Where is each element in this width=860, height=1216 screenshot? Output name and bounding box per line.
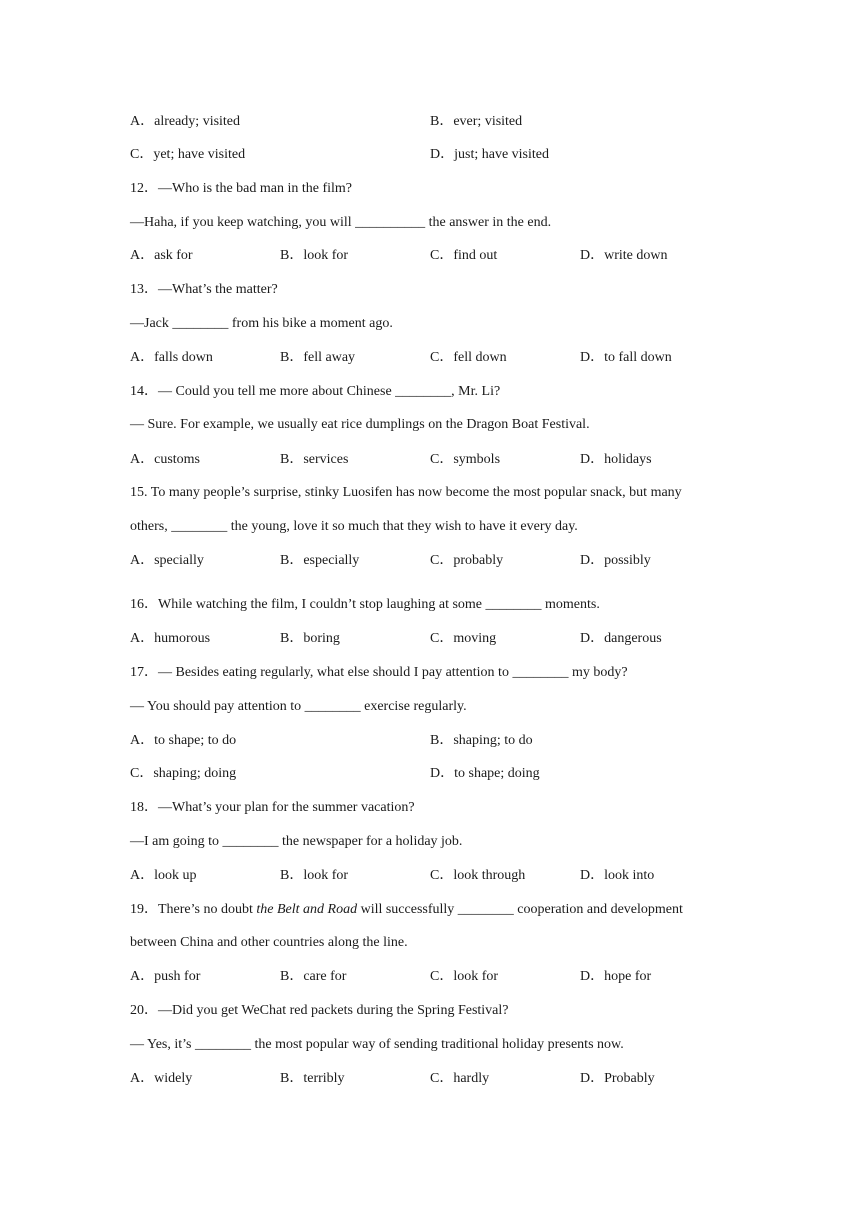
q13-option-c: C．fell down bbox=[430, 350, 507, 365]
q11-option-c: C．yet; have visited bbox=[130, 147, 246, 162]
q20-reply: — Yes, it’s ________ the most popular way of sending traditional holiday presents now. bbox=[130, 1037, 624, 1052]
q16-stem: 16．While watching the film, I couldn’t stop laughing at some ________ moments. bbox=[130, 597, 600, 612]
q17-option-b: B．shaping; to do bbox=[430, 733, 533, 748]
q14-reply: — Sure. For example, we usually eat rice dumplings on the Dragon Boat Festival. bbox=[130, 417, 590, 432]
q17-options-row2 bbox=[130, 764, 800, 784]
q13-option-a: A．falls down bbox=[130, 350, 213, 365]
q12-option-b: B．look for bbox=[280, 248, 349, 263]
q11-option-a: A．already; visited bbox=[130, 114, 241, 129]
q18-option-a: A．look up bbox=[130, 868, 197, 883]
q19-option-c: C．look for bbox=[430, 969, 499, 984]
q20-option-d: D．Probably bbox=[580, 1071, 655, 1086]
q18-stem: 18．—What’s your plan for the summer vacation? bbox=[130, 800, 415, 815]
q14-option-b: B．services bbox=[280, 452, 349, 467]
q15-options bbox=[130, 551, 800, 571]
q18-option-c: C．look through bbox=[430, 868, 526, 883]
q15-stem-line2: others, ________ the young, love it so much that they wish to have it every day. bbox=[130, 519, 578, 534]
q19-stem-post: will successfully ________ cooperation and development bbox=[357, 902, 683, 917]
q12-option-a: A．ask for bbox=[130, 248, 193, 263]
q18-reply: —I am going to ________ the newspaper for a holiday job. bbox=[130, 834, 463, 849]
q19-option-a: A．push for bbox=[130, 969, 201, 984]
q16-option-a: A．humorous bbox=[130, 631, 211, 646]
q19-stem-line1 bbox=[130, 900, 800, 920]
q19-stem-italic: the Belt and Road bbox=[256, 902, 358, 917]
q12-option-d: D．write down bbox=[580, 248, 668, 263]
q19-stem-pre: 19．There’s no doubt bbox=[130, 902, 257, 917]
q20-stem: 20．—Did you get WeChat red packets during the Spring Festival? bbox=[130, 1003, 509, 1018]
q20-options bbox=[130, 1069, 800, 1089]
q17-options-row1 bbox=[130, 731, 800, 751]
q15-option-d: D．possibly bbox=[580, 553, 651, 568]
q14-option-d: D．holidays bbox=[580, 452, 652, 467]
q14-stem: 14．— Could you tell me more about Chinese ________, Mr. Li? bbox=[130, 384, 501, 399]
q18-option-d: D．look into bbox=[580, 868, 655, 883]
q13-reply: —Jack ________ from his bike a moment ago. bbox=[130, 316, 393, 331]
q17-reply: — You should pay attention to ________ exercise regularly. bbox=[130, 699, 467, 714]
q18-option-b: B．look for bbox=[280, 868, 349, 883]
q20-option-b: B．terribly bbox=[280, 1071, 345, 1086]
q20-option-c: C．hardly bbox=[430, 1071, 490, 1086]
q13-stem: 13．—What’s the matter? bbox=[130, 282, 278, 297]
q17-stem: 17．— Besides eating regularly, what else should I pay attention to ________ my body? bbox=[130, 665, 628, 680]
q12-options bbox=[130, 246, 800, 266]
q12-reply: —Haha, if you keep watching, you will __________ the answer in the end. bbox=[130, 215, 552, 230]
q16-option-b: B．boring bbox=[280, 631, 340, 646]
q11-option-b: B．ever; visited bbox=[430, 114, 523, 129]
q13-option-b: B．fell away bbox=[280, 350, 356, 365]
q13-option-d: D．to fall down bbox=[580, 350, 672, 365]
q12-option-c: C．find out bbox=[430, 248, 498, 263]
q12-stem: 12．—Who is the bad man in the film? bbox=[130, 181, 353, 196]
q14-options bbox=[130, 450, 800, 470]
q15-option-a: A．specially bbox=[130, 553, 204, 568]
q16-option-c: C．moving bbox=[430, 631, 497, 646]
q16-options bbox=[130, 629, 800, 649]
q17-option-a: A．to shape; to do bbox=[130, 733, 237, 748]
q19-options bbox=[130, 967, 800, 987]
q17-option-c: C．shaping; doing bbox=[130, 766, 237, 781]
q14-option-c: C．symbols bbox=[430, 452, 501, 467]
q15-option-c: C．probably bbox=[430, 553, 504, 568]
q20-option-a: A．widely bbox=[130, 1071, 193, 1086]
q19-option-b: B．care for bbox=[280, 969, 347, 984]
q11-options-row2 bbox=[130, 145, 800, 165]
q15-option-b: B．especially bbox=[280, 553, 360, 568]
q19-stem-line2: between China and other countries along the line. bbox=[130, 935, 408, 950]
q13-options bbox=[130, 348, 800, 368]
q16-option-d: D．dangerous bbox=[580, 631, 662, 646]
q19-option-d: D．hope for bbox=[580, 969, 652, 984]
q11-option-d: D．just; have visited bbox=[430, 147, 549, 162]
q15-stem-line1: 15. To many people’s surprise, stinky Luosifen has now become the most popular snack, but many bbox=[130, 485, 682, 500]
q14-option-a: A．customs bbox=[130, 452, 200, 467]
q18-options bbox=[130, 866, 800, 886]
q11-options-row1 bbox=[130, 112, 800, 132]
q17-option-d: D．to shape; doing bbox=[430, 766, 540, 781]
